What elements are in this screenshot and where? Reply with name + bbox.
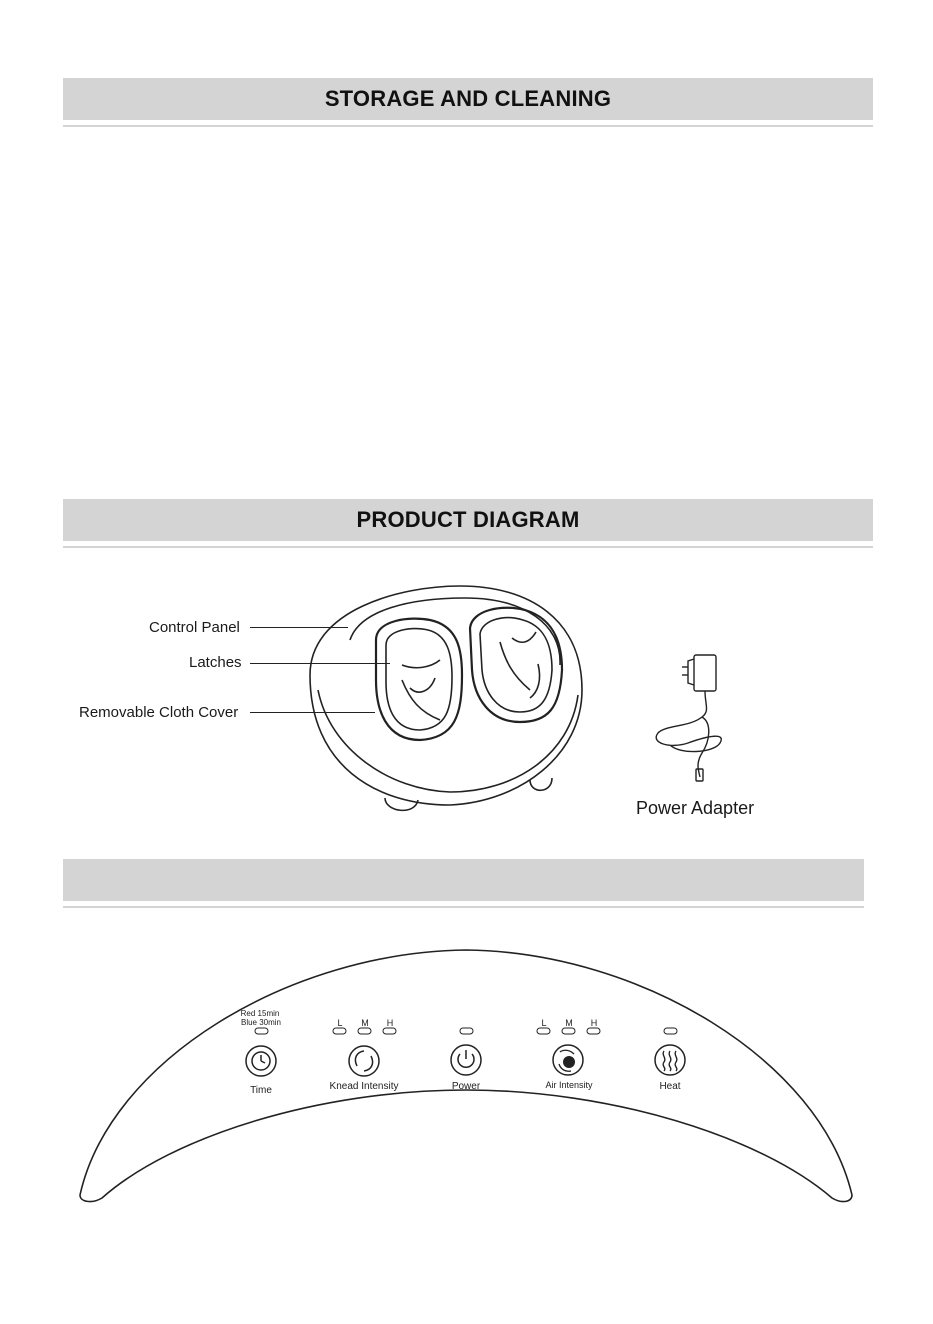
air-led-m (562, 1028, 575, 1034)
latches-callout: Latches (189, 654, 242, 671)
control-section-title (63, 859, 864, 901)
air-intensity-control[interactable] (537, 1018, 600, 1090)
power-indicator-led (460, 1028, 473, 1034)
air-led-h (587, 1028, 600, 1034)
knead-rotation-icon[interactable] (349, 1046, 379, 1076)
control-panel-outline (80, 950, 852, 1202)
power-adapter-label: Power Adapter (636, 798, 755, 818)
knead-intensity-control[interactable] (330, 1018, 399, 1092)
knead-level-l: L (337, 1018, 343, 1028)
air-level-l: L (541, 1018, 547, 1028)
power-label: Power (451, 1081, 481, 1092)
storage-section-title: STORAGE AND CLEANING (324, 86, 612, 111)
foot-massager-illustration (290, 580, 610, 825)
air-intensity-label: Air Intensity (545, 1080, 593, 1090)
clock-icon[interactable] (246, 1046, 276, 1076)
air-level-m: M (565, 1018, 573, 1028)
air-level-h: H (590, 1018, 598, 1028)
heat-indicator-led (664, 1028, 677, 1034)
control-panel-leader (250, 627, 348, 628)
control-panel-callout: Control Panel (149, 619, 240, 636)
air-pressure-icon[interactable] (553, 1045, 583, 1075)
time-control[interactable] (241, 1009, 281, 1096)
knead-led-m (358, 1028, 371, 1034)
knead-level-h: H (386, 1018, 394, 1028)
storage-section-header (63, 78, 873, 120)
time-indicator-led (255, 1028, 268, 1034)
air-led-l (537, 1028, 550, 1034)
knead-led-l (333, 1028, 346, 1034)
diagram-section-header (63, 499, 873, 541)
control-section-header (63, 859, 864, 901)
cloth-cover-leader (250, 712, 375, 713)
time-note-blue: Blue 30min (240, 1018, 282, 1027)
diagram-section-rule (63, 546, 873, 548)
knead-intensity-label: Knead Intensity (329, 1081, 399, 1092)
storage-section-rule (63, 125, 873, 127)
cloth-cover-callout: Removable Cloth Cover (79, 704, 239, 721)
time-note-red: Red 15min (240, 1009, 280, 1018)
knead-level-m: M (361, 1018, 369, 1028)
power-adapter-illustration (640, 645, 750, 785)
control-section-rule (63, 906, 864, 908)
diagram-section-title: PRODUCT DIAGRAM (356, 507, 580, 532)
time-label: Time (250, 1085, 272, 1096)
control-panel-illustration (0, 940, 933, 1220)
knead-led-h (383, 1028, 396, 1034)
power-icon[interactable] (451, 1045, 481, 1075)
heat-label: Heat (659, 1081, 681, 1092)
power-control[interactable] (451, 1028, 481, 1092)
heat-control[interactable] (655, 1028, 685, 1092)
latches-leader (250, 663, 390, 664)
heat-waves-icon[interactable] (655, 1045, 685, 1075)
